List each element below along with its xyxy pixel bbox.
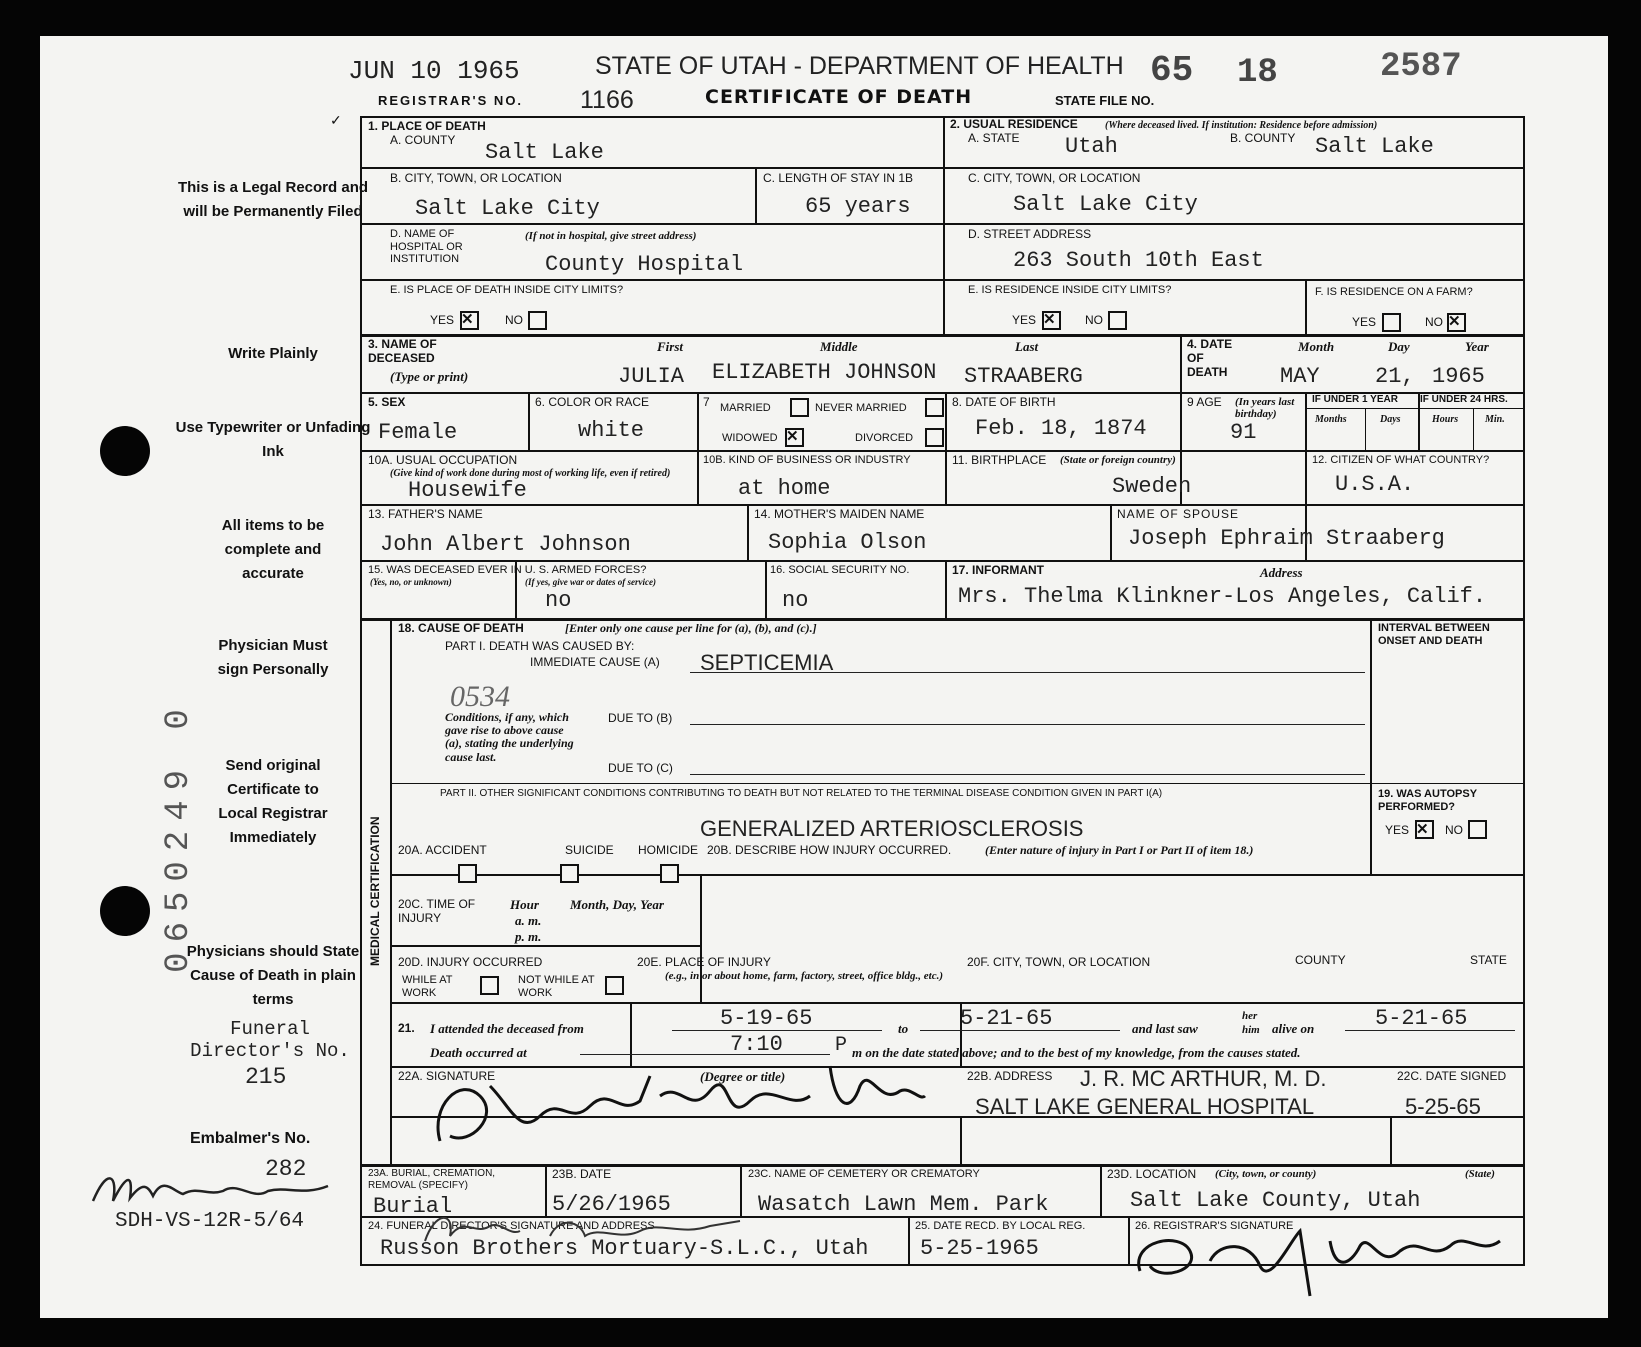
value-res-county: Salt Lake bbox=[1315, 134, 1434, 159]
value-am-pm: P bbox=[835, 1034, 848, 1057]
label-age-note: (In years last birthday) bbox=[1235, 396, 1295, 421]
label-pm: p. m. bbox=[515, 929, 542, 944]
label-armed-forces: 15. WAS DECEASED EVER IN U. S. ARMED FORCES? bbox=[368, 564, 647, 576]
label-hour: Hour bbox=[510, 897, 539, 912]
label-part-2: PART II. OTHER SIGNIFICANT CONDITIONS CONTRIBUTING TO DEATH BUT NOT RELATED TO THE TERMINAL DISEASE CONDITION GIVEN IN PART I(A) bbox=[440, 788, 1163, 799]
label-due-to-c: DUE TO (C) bbox=[608, 761, 673, 775]
label-month-day-year: Month, Day, Year bbox=[570, 897, 664, 912]
label-place-of-injury: 20E. PLACE OF INJURY bbox=[637, 955, 771, 969]
label-name-note: (Type or print) bbox=[390, 369, 469, 384]
embalmer-label: Embalmer's No. bbox=[190, 1130, 311, 1147]
file-code-a: 65 bbox=[1150, 50, 1194, 91]
value-physician-name: J. R. MC ARTHUR, M. D. bbox=[1080, 1066, 1327, 1091]
label-describe-note: (Enter nature of injury in Part I or Part II of item 18.) bbox=[985, 843, 1254, 857]
label-armed-note-1: (Yes, no, or unknown) bbox=[370, 577, 452, 587]
label-last: Last bbox=[1015, 339, 1039, 354]
label-while-at-work: WHILE AT WORK bbox=[402, 974, 453, 999]
label-marital: 7 bbox=[703, 395, 710, 409]
label-to: to bbox=[898, 1021, 909, 1036]
checkbox-suicide[interactable] bbox=[560, 864, 579, 883]
label-injury-occurred: 20D. INJURY OCCURRED bbox=[398, 955, 543, 969]
label-on-date-stated: m on the date stated above; and to the best of my knowledge, from the causes stated. bbox=[852, 1045, 1301, 1060]
label-res-inside-city: E. IS RESIDENCE INSIDE CITY LIMITS? bbox=[968, 284, 1172, 296]
label-disposition: 23A. BURIAL, CREMATION, REMOVAL (SPECIFY) bbox=[368, 1168, 496, 1191]
label-due-to-b: DUE TO (B) bbox=[608, 711, 673, 725]
form-number: SDH-VS-12R-5/64 bbox=[115, 1210, 305, 1233]
label-accident: 20A. ACCIDENT bbox=[398, 843, 487, 857]
agency-title: STATE OF UTAH - DEPARTMENT OF HEALTH bbox=[595, 52, 1124, 80]
certificate-paper bbox=[40, 36, 1608, 1318]
label-alive-on: alive on bbox=[1272, 1021, 1315, 1036]
label-hours: Hours bbox=[1432, 414, 1459, 425]
checkbox-not-while-at-work[interactable] bbox=[605, 976, 624, 995]
label-signature: 22A. SIGNATURE bbox=[398, 1069, 496, 1083]
label-describe-injury: 20B. DESCRIBE HOW INJURY OCCURRED. bbox=[707, 843, 952, 857]
file-code-c: 2587 bbox=[1380, 48, 1462, 86]
value-city: Salt Lake City bbox=[415, 196, 600, 221]
value-father: John Albert Johnson bbox=[380, 532, 631, 557]
label-autopsy: 19. WAS AUTOPSY PERFORMED? bbox=[1378, 788, 1477, 813]
checkbox-farm-yes[interactable] bbox=[1382, 313, 1401, 332]
value-middle-name: ELIZABETH JOHNSON bbox=[712, 360, 937, 385]
label-birthplace: 11. BIRTHPLACE bbox=[952, 453, 1047, 467]
embalmer-signature bbox=[88, 1156, 338, 1216]
label-spouse: NAME OF SPOUSE bbox=[1117, 507, 1240, 521]
file-code-b: 18 bbox=[1237, 54, 1278, 92]
sidebar-send: Send original Certificate to Local Registrar Immediately bbox=[218, 757, 328, 846]
label-time-of-injury: 20C. TIME OF INJURY bbox=[398, 897, 476, 925]
label-length-of-stay: C. LENGTH OF STAY IN 1B bbox=[763, 171, 914, 185]
value-time-of-death: 7:10 bbox=[730, 1032, 783, 1057]
label-days: Days bbox=[1380, 414, 1401, 425]
label-medical-certification: MEDICAL CERTIFICATION bbox=[368, 816, 382, 966]
label-under-24-hrs: IF UNDER 24 HRS. bbox=[1420, 394, 1508, 405]
label-month: Month bbox=[1298, 339, 1335, 354]
label-first: First bbox=[657, 339, 684, 354]
value-armed-forces: no bbox=[545, 588, 572, 613]
label-am: a. m. bbox=[515, 913, 542, 928]
value-funeral-home: Russon Brothers Mortuary-S.L.C., Utah bbox=[380, 1236, 869, 1261]
value-occupation: Housewife bbox=[408, 478, 527, 503]
funeral-director-label: Funeral Director's No. bbox=[190, 1018, 350, 1062]
date-stamp: JUN 10 1965 bbox=[348, 56, 520, 86]
label-part-1: PART I. DEATH WAS CAUSED BY: bbox=[445, 639, 635, 653]
value-citizen: U.S.A. bbox=[1335, 472, 1415, 497]
label-street: D. STREET ADDRESS bbox=[968, 227, 1092, 241]
label-under-1-year: IF UNDER 1 YEAR bbox=[1312, 394, 1398, 405]
checkbox-res-inside-city-no[interactable] bbox=[1108, 311, 1127, 330]
value-race: white bbox=[578, 418, 645, 443]
label-citizen: 12. CITIZEN OF WHAT COUNTRY? bbox=[1312, 454, 1490, 466]
value-mother: Sophia Olson bbox=[768, 530, 927, 555]
label-her: her bbox=[1242, 1010, 1258, 1022]
label-immediate-cause: IMMEDIATE CAUSE (A) bbox=[530, 655, 660, 669]
label-day: Day bbox=[1388, 339, 1410, 354]
label-name: 3. NAME OF DECEASED bbox=[368, 337, 437, 365]
label-usual-residence: 2. USUAL RESIDENCE bbox=[950, 117, 1078, 131]
label-not-while-at-work: NOT WHILE AT WORK bbox=[518, 974, 595, 999]
label-no-1: NO bbox=[505, 313, 523, 327]
checkbox-divorced[interactable] bbox=[925, 428, 944, 447]
value-spouse: Joseph Ephraim Straaberg bbox=[1128, 526, 1445, 551]
value-attended-from: 5-19-65 bbox=[720, 1006, 813, 1031]
label-hospital-note: (If not in hospital, give street address) bbox=[525, 230, 697, 242]
label-armed-note-2: (If yes, give war or dates of service) bbox=[525, 577, 656, 587]
label-conditions: Conditions, if any, which gave rise to above cause (a), stating the underlying cause last. bbox=[445, 710, 574, 764]
check-mark-icon: ✕ bbox=[1043, 311, 1056, 328]
label-sex: 5. SEX bbox=[368, 395, 406, 409]
value-res-street: 263 South 10th East bbox=[1013, 248, 1264, 273]
value-informant: Mrs. Thelma Klinkner-Los Angeles, Calif. bbox=[958, 584, 1487, 609]
label-registrar-signature: 26. REGISTRAR'S SIGNATURE bbox=[1135, 1220, 1294, 1232]
registrar-label: REGISTRAR'S NO. bbox=[378, 93, 524, 108]
value-birth-date: Feb. 18, 1874 bbox=[975, 416, 1147, 441]
label-birthplace-note: (State or foreign country) bbox=[1060, 454, 1176, 466]
label-informant-address: Address bbox=[1260, 565, 1303, 580]
value-death-month: MAY bbox=[1280, 364, 1320, 389]
label-injury-county: COUNTY bbox=[1295, 953, 1346, 967]
label-homicide: HOMICIDE bbox=[638, 843, 698, 857]
value-death-day: 21, bbox=[1375, 364, 1415, 389]
value-date-signed: 5-25-65 bbox=[1405, 1094, 1481, 1119]
label-place-of-death: 1. PLACE OF DEATH bbox=[368, 119, 486, 133]
checkbox-while-at-work[interactable] bbox=[480, 976, 499, 995]
label-mother: 14. MOTHER'S MAIDEN NAME bbox=[754, 507, 925, 521]
label-funeral-director: 24. FUNERAL DIRECTOR'S SIGNATURE AND ADDRESS bbox=[368, 1220, 655, 1232]
label-injury-city: 20F. CITY, TOWN, OR LOCATION bbox=[967, 955, 1151, 969]
label-married: MARRIED bbox=[720, 402, 771, 414]
label-yes-3: YES bbox=[1352, 315, 1377, 329]
label-date-signed: 22C. DATE SIGNED bbox=[1397, 1069, 1507, 1083]
label-no-3: NO bbox=[1425, 315, 1443, 329]
value-hospital: County Hospital bbox=[545, 252, 744, 277]
label-yes-1: YES bbox=[430, 313, 455, 327]
label-months: Months bbox=[1315, 414, 1347, 425]
value-attended-to: 5-21-65 bbox=[960, 1006, 1053, 1031]
label-birth-date: 8. DATE OF BIRTH bbox=[952, 395, 1056, 409]
label-yes-2: YES bbox=[1012, 313, 1037, 327]
check-mark-icon: ✕ bbox=[461, 311, 474, 328]
label-location-note: (City, town, or county) bbox=[1215, 1168, 1317, 1180]
label-autopsy-no: NO bbox=[1445, 823, 1463, 837]
value-sex: Female bbox=[378, 420, 458, 445]
value-res-city: Salt Lake City bbox=[1013, 192, 1198, 217]
check-mark-icon: ✕ bbox=[1416, 821, 1429, 838]
label-interval: INTERVAL BETWEEN ONSET AND DEATH bbox=[1378, 622, 1490, 647]
value-age: 91 bbox=[1230, 420, 1257, 445]
label-middle: Middle bbox=[820, 339, 858, 354]
physician-signature bbox=[410, 1046, 930, 1156]
label-city: B. CITY, TOWN, OR LOCATION bbox=[390, 171, 562, 185]
label-age: 9 AGE bbox=[1187, 395, 1222, 409]
registrar-signature bbox=[1120, 1211, 1520, 1301]
funeral-director-no: 215 bbox=[245, 1064, 287, 1090]
checkbox-never-married[interactable] bbox=[925, 398, 944, 417]
value-social-security: no bbox=[782, 588, 809, 613]
sidebar-complete: All items to be complete and accurate bbox=[221, 517, 325, 582]
registrar-no: 1166 bbox=[580, 86, 634, 114]
label-location-state: (State) bbox=[1465, 1168, 1495, 1180]
sidebar-legal: This is a Legal Record and will be Permanently Filed bbox=[177, 179, 369, 220]
label-autopsy-yes: YES bbox=[1385, 823, 1410, 837]
value-county: Salt Lake bbox=[485, 140, 604, 165]
punch-hole-top bbox=[100, 426, 150, 476]
value-disposition: Burial bbox=[373, 1194, 453, 1219]
certificate-title: CERTIFICATE OF DEATH bbox=[705, 86, 973, 108]
embalmer-no: 282 bbox=[265, 1156, 307, 1182]
value-industry: at home bbox=[738, 476, 831, 501]
label-hospital: D. NAME OF HOSPITAL OR INSTITUTION bbox=[390, 228, 463, 266]
label-cause-of-death: 18. CAUSE OF DEATH bbox=[398, 621, 524, 635]
checkbox-autopsy-no[interactable] bbox=[1468, 820, 1487, 839]
label-year: Year bbox=[1465, 339, 1489, 354]
label-last-saw: and last saw bbox=[1132, 1021, 1198, 1036]
value-cemetery-location: Salt Lake County, Utah bbox=[1130, 1188, 1421, 1213]
label-residence-note: (Where deceased lived. If institution: Residence before admission) bbox=[1105, 120, 1378, 131]
label-res-county: B. COUNTY bbox=[1230, 131, 1296, 145]
punch-hole-bottom bbox=[100, 886, 150, 936]
checkbox-inside-city-no[interactable] bbox=[528, 311, 547, 330]
value-cause-a: SEPTICEMIA bbox=[700, 650, 834, 675]
value-last-name: STRAABERG bbox=[964, 364, 1083, 389]
value-birthplace: Sweden bbox=[1112, 474, 1192, 499]
value-date-received: 5-25-1965 bbox=[920, 1236, 1039, 1261]
value-last-seen: 5-21-65 bbox=[1375, 1006, 1468, 1031]
checkbox-accident[interactable] bbox=[458, 864, 477, 883]
label-injury-state: STATE bbox=[1470, 953, 1507, 967]
label-attended: I attended the deceased from bbox=[430, 1021, 584, 1036]
label-date-of-death: 4. DATE OF DEATH bbox=[1187, 337, 1233, 379]
label-no-2: NO bbox=[1085, 313, 1103, 327]
label-suicide: SUICIDE bbox=[565, 843, 614, 857]
label-father: 13. FATHER'S NAME bbox=[368, 507, 483, 521]
value-cemetery: Wasatch Lawn Mem. Park bbox=[758, 1192, 1049, 1217]
label-inside-city: E. IS PLACE OF DEATH INSIDE CITY LIMITS? bbox=[390, 284, 624, 296]
handwritten-code: 0534 bbox=[450, 680, 510, 713]
label-never-married: NEVER MARRIED bbox=[815, 402, 907, 414]
label-burial-date: 23B. DATE bbox=[552, 1167, 612, 1181]
label-cemetery-location: 23D. LOCATION bbox=[1107, 1167, 1197, 1181]
label-min: Min. bbox=[1485, 414, 1505, 425]
value-length-of-stay: 65 years bbox=[805, 194, 911, 219]
label-death-occurred-at: Death occurred at bbox=[430, 1045, 527, 1060]
label-cause-note: [Enter only one cause per line for (a), (b), and (c).] bbox=[565, 621, 817, 635]
label-divorced: DIVORCED bbox=[855, 432, 914, 444]
label-farm: F. IS RESIDENCE ON A FARM? bbox=[1315, 286, 1473, 298]
label-occupation-note: (Give kind of work done during most of working life, even if retired) bbox=[390, 468, 671, 479]
sidebar-write: Write Plainly bbox=[228, 345, 318, 362]
label-social-security: 16. SOCIAL SECURITY NO. bbox=[770, 564, 910, 576]
label-res-city: C. CITY, TOWN, OR LOCATION bbox=[968, 171, 1141, 185]
vertical-file-number: 0650249 0 bbox=[160, 699, 198, 973]
value-first-name: JULIA bbox=[618, 364, 685, 389]
label-item-21: 21. bbox=[398, 1021, 415, 1035]
value-physician-address: SALT LAKE GENERAL HOSPITAL bbox=[975, 1094, 1315, 1119]
label-place-note: (e.g., in or about home, farm, factory, street, office bldg., etc.) bbox=[665, 970, 944, 982]
label-cemetery: 23C. NAME OF CEMETERY OR CREMATORY bbox=[748, 1168, 980, 1180]
sidebar-typewriter: Use Typewriter or Unfading Ink bbox=[175, 419, 371, 460]
label-occupation: 10A. USUAL OCCUPATION bbox=[368, 453, 518, 467]
label-informant: 17. INFORMANT bbox=[952, 563, 1045, 577]
checkbox-married[interactable] bbox=[790, 398, 809, 417]
label-county: A. COUNTY bbox=[390, 133, 456, 147]
value-burial-date: 5/26/1965 bbox=[552, 1192, 671, 1217]
label-race: 6. COLOR OR RACE bbox=[535, 395, 650, 409]
value-part-2: GENERALIZED ARTERIOSCLEROSIS bbox=[700, 816, 1084, 841]
state-file-label: STATE FILE NO. bbox=[1055, 93, 1155, 108]
value-death-year: 1965 bbox=[1432, 364, 1485, 389]
label-him: him bbox=[1242, 1024, 1260, 1036]
label-date-received: 25. DATE RECD. BY LOCAL REG. bbox=[915, 1220, 1086, 1232]
label-industry: 10B. KIND OF BUSINESS OR INDUSTRY bbox=[703, 454, 911, 466]
checkbox-homicide[interactable] bbox=[660, 864, 679, 883]
sidebar-cause: Physicians should State Cause of Death in plain terms bbox=[186, 943, 360, 1008]
tick-mark-icon: ✓ bbox=[330, 112, 342, 128]
value-res-state: Utah bbox=[1065, 134, 1118, 159]
label-state: A. STATE bbox=[968, 131, 1020, 145]
label-widowed: WIDOWED bbox=[722, 432, 778, 444]
label-physician-address: 22B. ADDRESS bbox=[967, 1069, 1053, 1083]
check-mark-icon: ✕ bbox=[1448, 313, 1461, 330]
check-mark-icon: ✕ bbox=[786, 428, 799, 445]
sidebar-physician: Physician Must sign Personally bbox=[217, 637, 329, 678]
label-degree: (Degree or title) bbox=[700, 1069, 786, 1084]
